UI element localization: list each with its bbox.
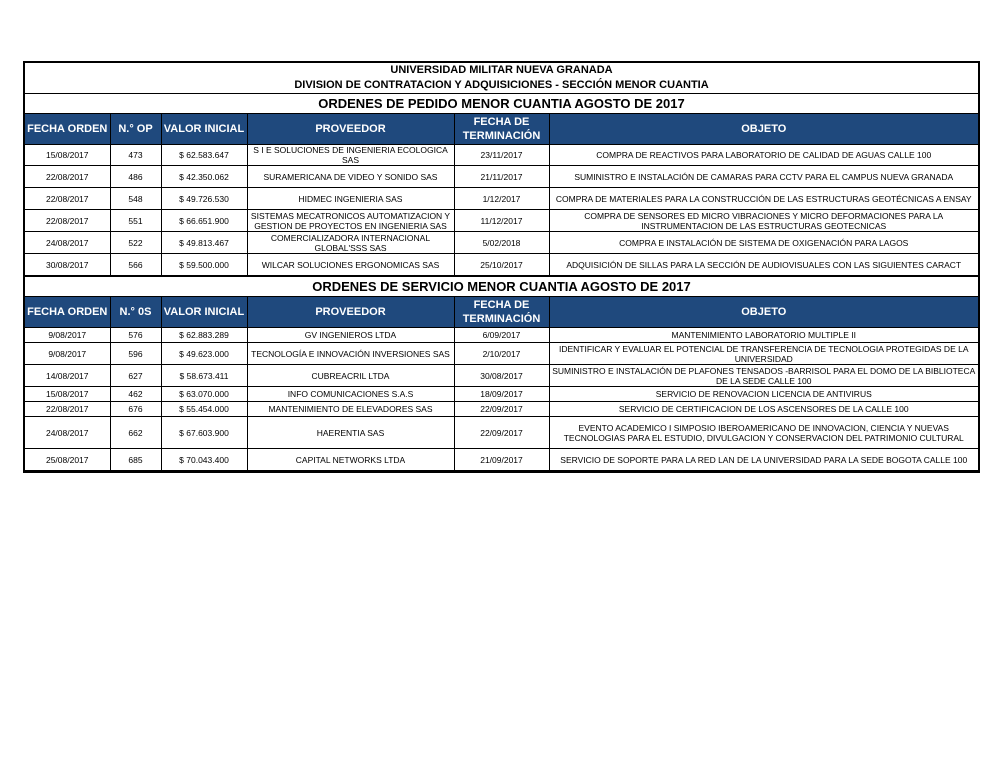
cell-fecha-orden: 22/08/2017 <box>25 166 110 188</box>
table-row <box>25 387 978 402</box>
table-row <box>25 145 978 166</box>
cell-fecha-terminacion: 22/09/2017 <box>454 417 549 449</box>
cell-proveedor: GV INGENIEROS LTDA <box>247 328 454 343</box>
cell-valor-inicial: $ 67.603.900 <box>161 417 247 449</box>
cell-fecha-orden: 9/08/2017 <box>25 328 110 343</box>
report-sheet <box>23 61 980 473</box>
cell-valor-inicial: $ 59.500.000 <box>161 254 247 276</box>
table-row <box>25 402 978 417</box>
cell-fecha-terminacion: 21/11/2017 <box>454 166 549 188</box>
cell-objeto: MANTENIMIENTO LABORATORIO MULTIPLE II <box>549 328 978 343</box>
cell-valor-inicial: $ 49.623.000 <box>161 343 247 365</box>
cell-fecha-terminacion: 11/12/2017 <box>454 210 549 232</box>
cell-objeto: EVENTO ACADEMICO I SIMPOSIO IBEROAMERICANO DE INNOVACION, CIENCIA Y NUEVAS TECNOLOGIAS PARA EL ESTUDIO, DIVULGACION Y CONSERVACION DEL PATRIMONIO CULTURAL <box>549 417 978 449</box>
cell-fecha-orden: 30/08/2017 <box>25 254 110 276</box>
cell-fecha-terminacion: 22/09/2017 <box>454 402 549 417</box>
cell-numero: 486 <box>110 166 161 188</box>
cell-proveedor: S I E SOLUCIONES DE INGENIERIA ECOLOGICA SAS <box>247 145 454 166</box>
cell-fecha-terminacion: 5/02/2018 <box>454 232 549 254</box>
col-valor-inicial: VALOR INICIAL <box>161 114 247 145</box>
cell-numero: 576 <box>110 328 161 343</box>
cell-numero: 473 <box>110 145 161 166</box>
cell-valor-inicial: $ 62.583.647 <box>161 145 247 166</box>
cell-valor-inicial: $ 49.813.467 <box>161 232 247 254</box>
cell-valor-inicial: $ 55.454.000 <box>161 402 247 417</box>
table-row <box>25 188 978 210</box>
table-row <box>25 449 978 471</box>
cell-fecha-terminacion: 23/11/2017 <box>454 145 549 166</box>
servicio-header-row <box>25 297 978 328</box>
cell-proveedor: HAERENTIA SAS <box>247 417 454 449</box>
cell-numero: 676 <box>110 402 161 417</box>
cell-numero: 685 <box>110 449 161 471</box>
cell-objeto: SUMINISTRO E INSTALACIÓN DE PLAFONES TENSADOS -BARRISOL PARA EL DOMO DE LA BIBLIOTECA DE LA SEDE CALLE 100 <box>549 365 978 387</box>
table-row <box>25 166 978 188</box>
cell-fecha-orden: 22/08/2017 <box>25 188 110 210</box>
cell-valor-inicial: $ 62.883.289 <box>161 328 247 343</box>
cell-objeto: SUMINISTRO E INSTALACIÓN DE CAMARAS PARA CCTV PARA EL CAMPUS NUEVA GRANADA <box>549 166 978 188</box>
cell-fecha-terminacion: 30/08/2017 <box>454 365 549 387</box>
pedido-section-title: ORDENES DE PEDIDO MENOR CUANTIA AGOSTO DE 2017 <box>25 94 978 114</box>
table-row <box>25 328 978 343</box>
cell-numero: 548 <box>110 188 161 210</box>
cell-valor-inicial: $ 66.651.900 <box>161 210 247 232</box>
table-row <box>25 343 978 365</box>
cell-proveedor: WILCAR SOLUCIONES ERGONOMICAS SAS <box>247 254 454 276</box>
col-numero-op: N.° OP <box>110 114 161 145</box>
cell-fecha-terminacion: 18/09/2017 <box>454 387 549 402</box>
cell-numero: 462 <box>110 387 161 402</box>
col-valor-inicial: VALOR INICIAL <box>161 297 247 328</box>
division-subtitle: DIVISION DE CONTRATACION Y ADQUISICIONES - SECCIÓN MENOR CUANTIA <box>25 78 978 94</box>
table-row <box>25 232 978 254</box>
col-objeto: OBJETO <box>549 114 978 145</box>
cell-valor-inicial: $ 42.350.062 <box>161 166 247 188</box>
servicio-section-title: ORDENES DE SERVICIO MENOR CUANTIA AGOSTO DE 2017 <box>25 276 978 297</box>
col-fecha-orden: FECHA ORDEN <box>25 297 110 328</box>
col-proveedor: PROVEEDOR <box>247 297 454 328</box>
col-objeto: OBJETO <box>549 297 978 328</box>
cell-proveedor: CAPITAL NETWORKS LTDA <box>247 449 454 471</box>
cell-objeto: SERVICIO DE CERTIFICACION DE LOS ASCENSORES DE LA CALLE 100 <box>549 402 978 417</box>
cell-objeto: SERVICIO DE SOPORTE PARA LA RED LAN DE LA UNIVERSIDAD PARA LA SEDE BOGOTA CALLE 100 <box>549 449 978 471</box>
table-row <box>25 365 978 387</box>
cell-fecha-orden: 24/08/2017 <box>25 417 110 449</box>
cell-valor-inicial: $ 63.070.000 <box>161 387 247 402</box>
cell-numero: 551 <box>110 210 161 232</box>
cell-objeto: ADQUISICIÓN DE SILLAS PARA LA SECCIÓN DE AUDIOVISUALES CON LAS SIGUIENTES CARACT <box>549 254 978 276</box>
cell-fecha-orden: 9/08/2017 <box>25 343 110 365</box>
col-fecha-orden: FECHA ORDEN <box>25 114 110 145</box>
cell-fecha-orden: 14/08/2017 <box>25 365 110 387</box>
cell-fecha-terminacion: 6/09/2017 <box>454 328 549 343</box>
pedido-table <box>25 114 978 276</box>
cell-fecha-orden: 15/08/2017 <box>25 387 110 402</box>
col-fecha-terminacion: FECHA DE TERMINACIÓN <box>454 114 549 145</box>
cell-objeto: COMPRA E INSTALACIÓN DE SISTEMA DE OXIGENACIÓN PARA LAGOS <box>549 232 978 254</box>
cell-objeto: SERVICIO DE RENOVACION LICENCIA DE ANTIVIRUS <box>549 387 978 402</box>
cell-proveedor: SURAMERICANA DE VIDEO Y SONIDO SAS <box>247 166 454 188</box>
cell-proveedor: INFO COMUNICACIONES S.A.S <box>247 387 454 402</box>
cell-objeto: COMPRA DE REACTIVOS PARA LABORATORIO DE CALIDAD DE AGUAS CALLE 100 <box>549 145 978 166</box>
cell-fecha-orden: 22/08/2017 <box>25 210 110 232</box>
servicio-table <box>25 297 978 471</box>
cell-numero: 662 <box>110 417 161 449</box>
cell-fecha-terminacion: 21/09/2017 <box>454 449 549 471</box>
table-row <box>25 210 978 232</box>
cell-fecha-orden: 15/08/2017 <box>25 145 110 166</box>
cell-fecha-orden: 25/08/2017 <box>25 449 110 471</box>
cell-valor-inicial: $ 58.673.411 <box>161 365 247 387</box>
cell-proveedor: COMERCIALIZADORA INTERNACIONAL GLOBAL'SSS SAS <box>247 232 454 254</box>
col-numero-os: N.° 0S <box>110 297 161 328</box>
cell-valor-inicial: $ 70.043.400 <box>161 449 247 471</box>
cell-fecha-terminacion: 25/10/2017 <box>454 254 549 276</box>
col-proveedor: PROVEEDOR <box>247 114 454 145</box>
institution-title: UNIVERSIDAD MILITAR NUEVA GRANADA <box>390 64 613 76</box>
cell-proveedor: HIDMEC INGENIERIA SAS <box>247 188 454 210</box>
cell-fecha-orden: 24/08/2017 <box>25 232 110 254</box>
cell-numero: 566 <box>110 254 161 276</box>
cell-objeto: IDENTIFICAR Y EVALUAR EL POTENCIAL DE TRANSFERENCIA DE TECNOLOGIA PROTEGIDAS DE LA UNIVERSIDAD <box>549 343 978 365</box>
cell-valor-inicial: $ 49.726.530 <box>161 188 247 210</box>
cell-proveedor: SISTEMAS MECATRONICOS AUTOMATIZACION Y GESTION DE PROYECTOS EN INGENIERIA SAS <box>247 210 454 232</box>
cell-fecha-terminacion: 1/12/2017 <box>454 188 549 210</box>
cell-fecha-terminacion: 2/10/2017 <box>454 343 549 365</box>
pedido-header-row <box>25 114 978 145</box>
cell-numero: 596 <box>110 343 161 365</box>
cell-objeto: COMPRA DE SENSORES ED MICRO VIBRACIONES Y MICRO DEFORMACIONES PARA LA INSTRUMENTACION DE LAS ESTRUCTURAS GEOTECNICAS <box>549 210 978 232</box>
cell-proveedor: MANTENIMIENTO DE ELEVADORES SAS <box>247 402 454 417</box>
col-fecha-terminacion: FECHA DE TERMINACIÓN <box>454 297 549 328</box>
cell-numero: 627 <box>110 365 161 387</box>
cell-proveedor: CUBREACRIL LTDA <box>247 365 454 387</box>
cell-numero: 522 <box>110 232 161 254</box>
cell-fecha-orden: 22/08/2017 <box>25 402 110 417</box>
cell-proveedor: TECNOLOGÍA E INNOVACIÓN INVERSIONES SAS <box>247 343 454 365</box>
table-row <box>25 254 978 276</box>
table-row <box>25 417 978 449</box>
cell-objeto: COMPRA DE MATERIALES PARA LA CONSTRUCCIÓN DE LAS ESTRUCTURAS GEOTÉCNICAS A ENSAY <box>549 188 978 210</box>
